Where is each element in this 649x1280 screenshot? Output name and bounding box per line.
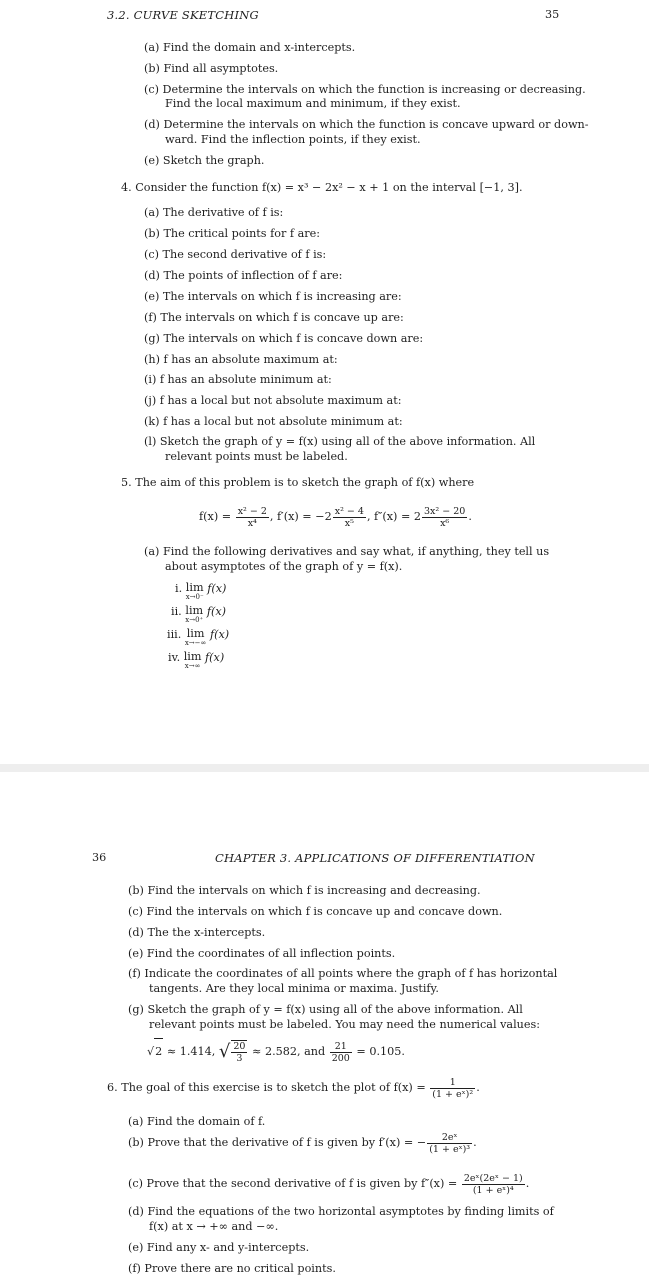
sqrt2-radicand: 2 [154,1038,163,1065]
problem-5-statement: 5. The aim of this problem is to sketch the graph of f(x) where [121,476,475,489]
sqrt2-value: ≈ 1.414, [166,1045,216,1058]
limit-ii-op [185,605,203,624]
f-lhs: f(x) = [199,510,232,523]
problem-4-part-j: (j) f has a local but not absolute maximum at: [144,394,402,407]
problem-4-part-a: (a) The derivative of f is: [144,206,284,219]
fpp-lhs: , f″(x) = 2 [366,510,422,523]
ratio-denominator: 200 [331,1052,350,1064]
sqrt-inner-fraction [231,1040,247,1064]
problem-5-part-a-cont: about asymptotes of the graph of y = f(x). [165,560,403,573]
limit-iv-expr: f(x) [205,651,225,664]
prev-part-c: (c) Determine the intervals on which the function is increasing or decreasing. [144,83,586,96]
limit-iii-op [185,628,207,647]
part-d: (d) The the x-intercepts. [128,926,266,939]
problem-4-part-k: (k) f has a local but not absolute minimum at: [144,415,403,428]
fpp-fraction [422,506,467,529]
problem-4-part-f: (f) The intervals on which f is concave up are: [144,311,404,324]
fp-numerator: x² − 4 [334,505,364,517]
part-b-numerator: 2eˣ [427,1132,472,1144]
problem-4-part-g: (g) The intervals on which f is concave down are: [144,332,424,345]
part-g: (g) Sketch the graph of y = f(x) using all of the above information. All [128,1003,523,1016]
sqrt-fraction [219,1039,249,1065]
part-c-fraction [462,1173,525,1196]
problem-6-denominator: (1 + eˣ)² [432,1088,474,1100]
f-denominator: x⁴ [247,517,257,529]
part-b-end: . [473,1136,477,1149]
part-b-denominator: (1 + eˣ)³ [429,1143,471,1155]
part-b-text: (b) Prove that the derivative of f is given by f′(x) = − [128,1136,427,1149]
lim-text: lim [185,581,204,594]
big-sqrt-symbol: √ [218,1041,231,1062]
part-c-denominator: (1 + eˣ)⁴ [472,1184,514,1196]
page-36 [0,772,649,1280]
part-g-cont: relevant points must be labeled. You may need the numerical values: [149,1018,540,1031]
sqrt-symbol: √2 [147,1045,163,1058]
part-f: (f) Indicate the coordinates of all points where the graph of f has horizontal [128,967,558,980]
part-c: (c) Find the intervals on which f is concave up and concave down. [128,905,503,918]
problem-6-statement [107,1075,480,1101]
limit-i-op [186,582,204,601]
page-separator [0,764,649,772]
fp-denominator: x⁵ [344,517,354,529]
lim-sub: x→−∞ [184,639,207,647]
problem-4-statement: 4. Consider the function f(x) = x³ − 2x² − x + 1 on the interval [−1, 3]. [121,181,523,194]
problem-6-part-b [128,1130,477,1156]
lim-text: lim [186,627,205,640]
problem-4-part-i: (i) f has an absolute minimum at: [144,373,332,386]
ratio-fraction [330,1041,352,1064]
numerical-values [147,1038,405,1065]
sqrt-fraction-value: ≈ 2.582, and [252,1045,326,1058]
problem-6-part-e: (e) Find any x- and y-intercepts. [128,1241,310,1254]
part-c-numerator: 2eˣ(2eˣ − 1) [463,1172,523,1184]
lim-sub: x→0⁻ [185,593,204,601]
limit-ii-label: ii. [171,605,182,618]
prev-part-b: (b) Find all asymptotes. [144,62,279,75]
prev-part-a: (a) Find the domain and x-intercepts. [144,41,356,54]
limit-i-expr: f(x) [207,582,227,595]
fpp-numerator: 3x² − 20 [424,505,466,517]
problem-4-part-h: (h) f has an absolute maximum at: [144,353,338,366]
part-b-fraction [427,1132,472,1155]
problem-4-part-l: (l) Sketch the graph of y = f(x) using all of the above information. All [144,435,536,448]
lim-sub: x→0⁺ [185,616,204,624]
limit-i-label: i. [175,582,183,595]
part-c-end: . [525,1177,530,1190]
page-number: 36 [92,851,107,864]
prev-part-d-cont: ward. Find the inflection points, if they exist. [165,133,421,146]
ratio-value: = 0.105. [356,1045,405,1058]
limit-iii-expr: f(x) [209,628,230,641]
problem-6-text: 6. The goal of this exercise is to sketch the plot of f(x) = [107,1081,426,1094]
limit-ii-expr: f(x) [206,605,226,618]
part-f-cont: tangents. Are they local minima or maxima. Justify. [149,982,439,995]
limit-iii-label: iii. [167,628,182,641]
problem-4-part-d: (d) The points of inflection of f are: [144,269,343,282]
chapter-header: CHAPTER 3. APPLICATIONS OF DIFFERENTIATION [215,851,535,865]
section-header: 3.2. CURVE SKETCHING [107,8,259,22]
problem-5-equation [199,504,472,530]
fpp-denominator: x⁶ [440,517,450,529]
problem-6-fraction [430,1077,475,1100]
eq-end: . [468,510,472,523]
f-numerator: x² − 2 [237,505,267,517]
fp-fraction [333,506,366,529]
prev-part-d: (d) Determine the intervals on which the function is concave upward or down- [144,118,589,131]
ratio-numerator: 21 [330,1041,352,1053]
limit-iv [168,651,224,670]
problem-6-part-a: (a) Find the domain of f. [128,1115,266,1128]
limit-ii [171,605,226,624]
lim-text: lim [183,650,202,663]
sqrt-numerator: 20 [233,1041,246,1052]
page-number: 35 [545,8,560,21]
part-e: (e) Find the coordinates of all inflection points. [128,947,396,960]
problem-6-part-c [128,1171,529,1197]
prev-part-e: (e) Sketch the graph. [144,154,265,167]
problem-6-end: . [476,1081,480,1094]
problem-4-part-l-cont: relevant points must be labeled. [165,450,348,463]
problem-6-part-d-cont: f(x) at x → +∞ and −∞. [149,1220,279,1233]
problem-6-numerator: 1 [430,1077,475,1089]
lim-text: lim [185,604,204,617]
prev-part-c-cont: Find the local maximum and minimum, if they exist. [165,97,461,110]
limit-iii [167,628,229,647]
problem-6-part-f: (f) Prove there are no critical points. [128,1262,336,1275]
part-c-text: (c) Prove that the second derivative of f is given by f″(x) = [128,1177,458,1190]
problem-4-part-c: (c) The second derivative of f is: [144,248,327,261]
problem-4-part-b: (b) The critical points for f are: [144,227,320,240]
limit-i [175,582,226,601]
fp-lhs: , f′(x) = −2 [269,510,332,523]
problem-4-part-e: (e) The intervals on which f is increasing are: [144,290,402,303]
problem-6-part-d: (d) Find the equations of the two horizontal asymptotes by finding limits of [128,1205,554,1218]
problem-5-part-a: (a) Find the following derivatives and say what, if anything, they tell us [144,545,550,558]
limit-iv-label: iv. [168,651,181,664]
lim-sub: x→∞ [184,662,201,670]
limit-iv-op [184,651,202,670]
f-fraction [236,506,269,529]
sqrt-denominator: 3 [236,1053,243,1064]
part-b: (b) Find the intervals on which f is increasing and decreasing. [128,884,481,897]
